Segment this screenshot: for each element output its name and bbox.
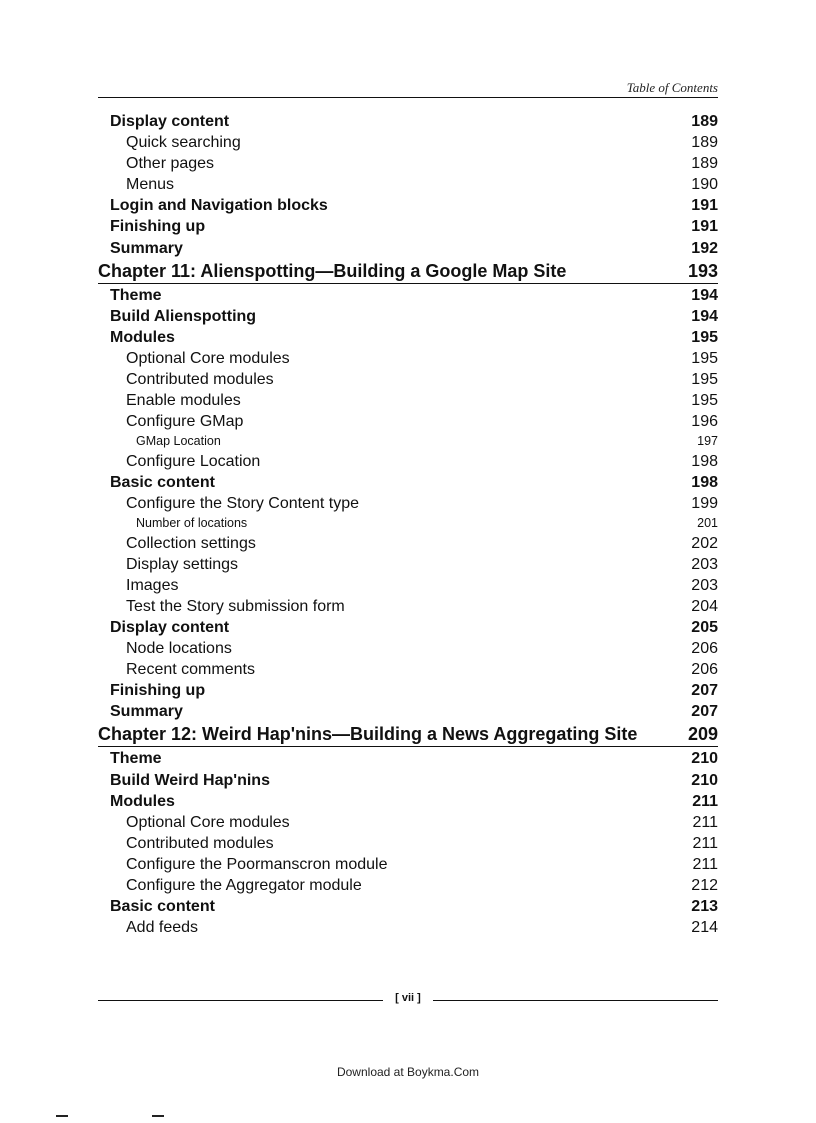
toc-entry-page: 206 (691, 640, 718, 658)
toc-entry-page: 199 (691, 495, 718, 512)
footer-rule-right (433, 1000, 718, 1001)
toc-entry-page: 205 (691, 618, 718, 636)
toc-entry-title: Build Alienspotting (110, 307, 257, 325)
toc-entry (98, 554, 718, 575)
toc-entry-page: 201 (697, 516, 718, 531)
toc-entry (98, 575, 718, 596)
toc-entry (98, 390, 718, 411)
toc-entry (98, 174, 718, 195)
toc-entry-title: Theme (110, 750, 162, 768)
toc-entry (98, 327, 718, 348)
toc-entry-title: Configure the Poormanscron module (126, 855, 388, 873)
toc-entry-title: Node locations (126, 640, 232, 658)
toc-entry (98, 472, 718, 493)
toc-entry (98, 306, 718, 327)
toc-entry (98, 748, 718, 769)
toc-entry-page: 204 (691, 597, 718, 615)
toc-chapter-entry (98, 259, 718, 284)
toc-entry-title: Configure the Aggregator module (126, 877, 362, 894)
scan-mark-left (56, 1115, 68, 1117)
toc-entry-title: Chapter 11: Alienspotting—Building a Google Map Site (98, 260, 567, 281)
toc-entry-page: 203 (691, 555, 718, 573)
toc-entry (98, 238, 718, 259)
toc-entry-title: Menus (126, 176, 175, 194)
toc-entry-title: Images (126, 576, 179, 594)
toc-entry-page: 212 (691, 877, 718, 894)
toc-entry-title: Modules (110, 792, 175, 810)
toc-entry (98, 432, 718, 451)
toc-entry-title: Display settings (126, 555, 239, 573)
toc-entry-page: 211 (692, 792, 718, 810)
toc-entry-page: 193 (687, 260, 718, 281)
toc-entry (98, 533, 718, 554)
toc-entry-title: Theme (110, 286, 162, 304)
toc-entry-page: 209 (687, 724, 718, 745)
toc-entry (98, 493, 718, 514)
toc-entry (98, 216, 718, 237)
toc-entry-title: Finishing up (110, 682, 206, 700)
toc-entry (98, 812, 718, 833)
toc-entry-title: Quick searching (126, 134, 241, 152)
toc-entry-title: Contributed modules (126, 371, 274, 389)
toc-entry-page: 192 (691, 239, 718, 257)
toc-entry-title: Contributed modules (126, 834, 274, 852)
toc-entry-page: 206 (691, 661, 718, 679)
toc-entry-title: Build Weird Hap'nins (110, 771, 270, 789)
toc-entry-title: Chapter 12: Weird Hap'nins—Building a News Aggregating Site (98, 724, 638, 745)
toc-entry-page: 202 (691, 534, 718, 552)
scan-mark-right (152, 1115, 164, 1117)
toc-entry-title: Basic content (110, 898, 215, 916)
toc-entry-title: Display content (110, 113, 230, 130)
toc-entry (98, 638, 718, 659)
toc-entry-page: 189 (691, 155, 718, 173)
toc-entry (98, 617, 718, 638)
toc-entry-page: 210 (691, 771, 718, 789)
toc-entry (98, 701, 718, 722)
toc-entry-title: GMap Location (136, 434, 221, 449)
toc-entry-title: Summary (110, 239, 183, 257)
toc-entry (98, 875, 718, 896)
toc-entry-title: Basic content (110, 473, 215, 491)
toc-entry-page: 195 (691, 328, 718, 346)
toc-entry-page: 194 (691, 307, 718, 325)
toc-entry-page: 189 (691, 113, 718, 130)
toc-entry-title: Test the Story submission form (126, 597, 345, 615)
toc-entry-page: 191 (691, 197, 718, 215)
toc-entry (98, 896, 718, 917)
toc-entry-page: 195 (691, 349, 718, 367)
toc-entry-title: Modules (110, 328, 175, 346)
toc-entry-page: 213 (691, 898, 718, 916)
page-footer (98, 992, 718, 1010)
toc-entry-page: 195 (691, 392, 718, 410)
toc-entry (98, 195, 718, 216)
table-of-contents (98, 111, 718, 938)
toc-entry-page: 203 (691, 576, 718, 594)
toc-entry-page: 194 (691, 286, 718, 304)
toc-entry-page: 196 (691, 413, 718, 431)
toc-entry (98, 348, 718, 369)
toc-entry-page: 190 (691, 176, 718, 194)
toc-entry-title: Other pages (126, 155, 215, 173)
toc-entry-title: Collection settings (126, 534, 256, 552)
header-rule (98, 97, 718, 98)
toc-entry-title: Enable modules (126, 392, 241, 410)
toc-entry-title: Display content (110, 618, 230, 636)
toc-entry-page: 195 (691, 371, 718, 389)
toc-entry-title: Add feeds (126, 919, 199, 937)
toc-entry-page: 189 (691, 134, 718, 152)
toc-entry-title: Login and Navigation blocks (110, 197, 328, 215)
toc-entry-title: Number of locations (136, 516, 248, 531)
toc-entry-page: 198 (691, 473, 718, 491)
toc-entry (98, 680, 718, 701)
toc-entry (98, 369, 718, 390)
toc-entry-page: 207 (691, 703, 718, 721)
toc-entry (98, 451, 718, 472)
toc-entry-page: 211 (692, 813, 718, 831)
toc-entry (98, 833, 718, 854)
toc-entry (98, 596, 718, 617)
toc-entry (98, 111, 718, 132)
toc-entry-title: Configure Location (126, 452, 261, 470)
toc-entry (98, 514, 718, 533)
download-notice: Download at Boykma.Com (336, 1065, 480, 1079)
toc-entry-title: Recent comments (126, 661, 255, 679)
toc-entry (98, 917, 718, 938)
running-header: Table of Contents (626, 80, 718, 95)
toc-entry (98, 285, 718, 306)
toc-entry-page: 191 (691, 218, 718, 236)
toc-entry-page: 214 (691, 919, 718, 937)
toc-entry-title: Summary (110, 703, 183, 721)
toc-entry-page: 211 (692, 834, 718, 852)
toc-entry (98, 132, 718, 153)
toc-chapter-entry (98, 722, 718, 747)
toc-entry-title: Finishing up (110, 218, 206, 236)
toc-entry (98, 854, 718, 875)
toc-entry-title: Configure the Story Content type (126, 495, 360, 512)
toc-entry (98, 770, 718, 791)
toc-entry-page: 198 (691, 452, 718, 470)
toc-entry-page: 211 (692, 855, 718, 873)
page-number: [ vii ] (395, 992, 421, 1004)
toc-entry-title: Optional Core modules (126, 813, 290, 831)
toc-entry-page: 197 (697, 434, 718, 449)
toc-entry (98, 659, 718, 680)
toc-entry-page: 210 (691, 750, 718, 768)
toc-entry (98, 411, 718, 432)
toc-entry-page: 207 (691, 682, 718, 700)
toc-entry (98, 153, 718, 174)
toc-entry-title: Configure GMap (126, 413, 244, 431)
toc-entry-title: Optional Core modules (126, 349, 290, 367)
toc-entry (98, 791, 718, 812)
